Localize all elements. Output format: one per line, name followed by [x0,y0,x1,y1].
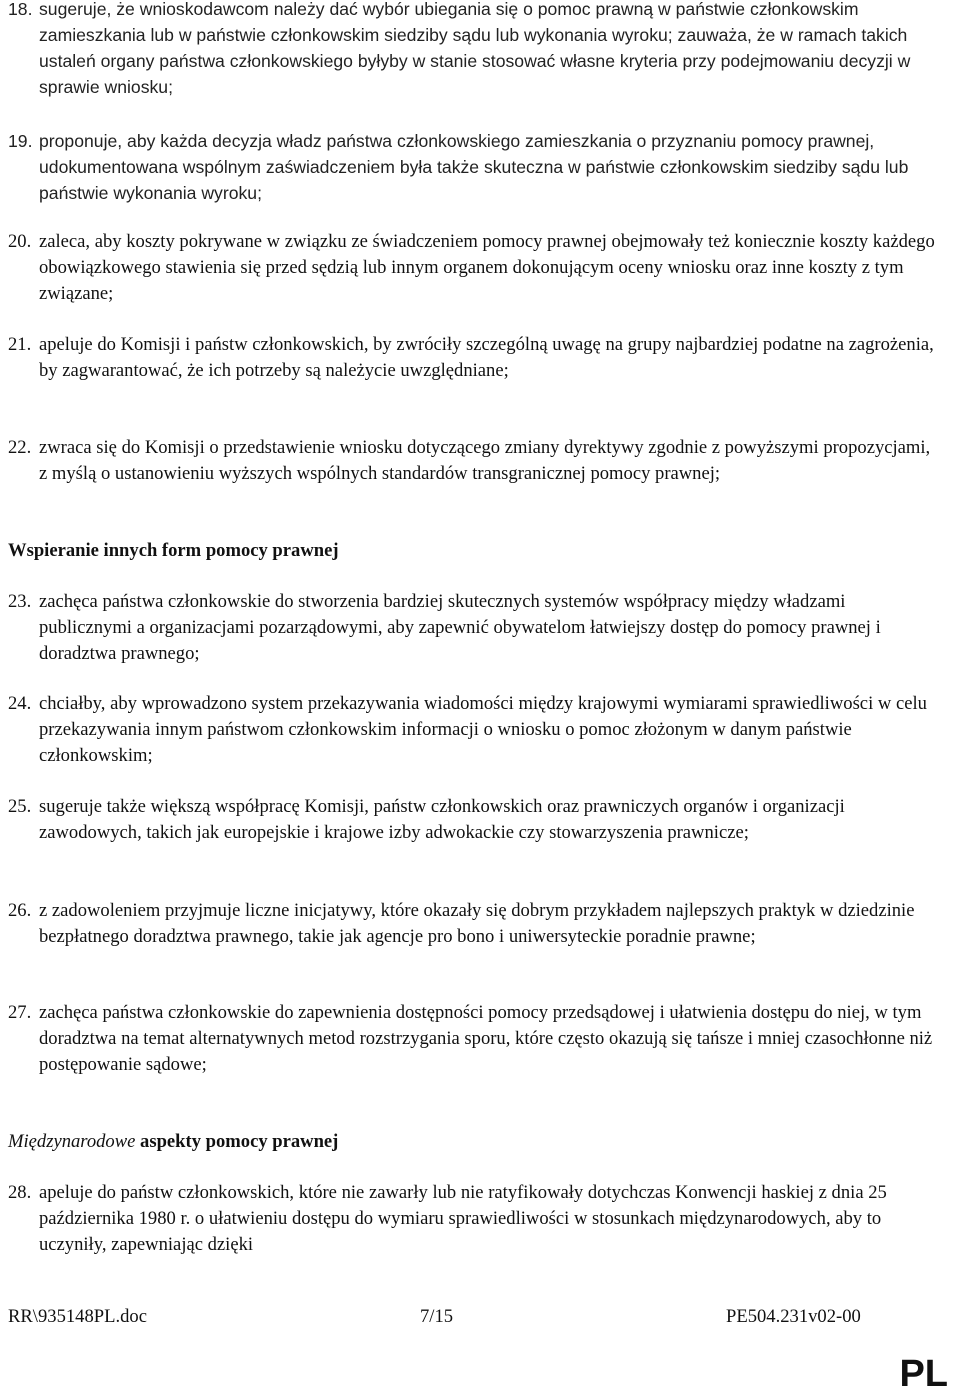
paragraph-27 [8,1000,938,1078]
paragraph-23 [8,589,938,667]
paragraph-text: z zadowoleniem przyjmuje liczne inicjatywy, które okazały się dobrym przykładem najlepszych praktyk w dziedzinie bezpłatnego doradztwa prawnego, takie jak agencje pro bono i uniwersyteckie poradnie prawne; [39,900,915,947]
paragraph-24 [8,691,938,769]
section-heading [8,538,339,564]
paragraph-18 [8,0,938,100]
paragraph-text: zaleca, aby koszty pokrywane w związku ze świadczeniem pomocy prawnej obejmowały też koniecznie koszty każdego obowiązkowego stawienia się przed sędzią lub innym organem dokonującym oceny wniosku oraz inne koszty z tym związane; [39,231,935,304]
paragraph-text: zachęca państwa członkowskie do stworzenia bardziej skutecznych systemów współpracy między władzami publicznymi a organizacjami pozarządowymi, aby zapewnić obywatelom łatwiejszy dostęp do pomocy prawnej i doradztwa prawnego; [39,591,881,664]
paragraph-number: 21. [8,334,32,355]
paragraph-20 [8,229,938,307]
footer-page-number: 7/15 [420,1306,454,1327]
paragraph-text: sugeruje także większą współpracę Komisji, państw członkowskich oraz prawniczych organów i organizacji zawodowych, takich jak europejskie i krajowe izby adwokackie czy stowarzyszenia prawnicze; [39,796,845,843]
paragraph-number: 25. [8,796,32,817]
paragraph-text: sugeruje, że wnioskodawcom należy dać wybór ubiegania się o pomoc prawną w państwie członkowskim zamieszkania lub w państwie członkowskim siedziby sądu lub wykonania wyroku; zauważa, że w ramach takich ustaleń organy państwa członkowskiego byłyby w stanie stosować własne kryteria przy podejmowaniu decyzji w sprawie wniosku; [39,0,911,97]
language-code: PL [899,1353,948,1395]
paragraph-number: 18. [8,0,33,19]
paragraph-text: apeluje do Komisji i państw członkowskich, by zwróciły szczególną uwagę na grupy najbardziej podatne na zagrożenia, by zagwarantować, że ich potrzeby są należycie uwzględniane; [39,334,934,381]
section-heading-italic: Międzynarodowe [8,1131,136,1152]
paragraph-number: 23. [8,591,32,612]
section-heading-text: aspekty pomocy prawnej [135,1131,339,1152]
paragraph-number: 24. [8,693,32,714]
section-heading [8,1129,338,1155]
paragraph-28 [8,1180,938,1258]
paragraph-21 [8,332,938,384]
paragraph-text: zwraca się do Komisji o przedstawienie wniosku dotyczącego zmiany dyrektywy zgodnie z powyższymi propozycjami, z myślą o ustanowieniu wyższych wspólnych standardów transgranicznej pomocy prawnej; [39,437,931,484]
paragraph-number: 20. [8,231,32,252]
paragraph-22 [8,435,938,487]
paragraph-text: zachęca państwa członkowskie do zapewnienia dostępności pomocy przedsądowej i ułatwienia dostępu do niej, w tym doradztwa na temat alternatywnych metod rozstrzygania sporu, które często okazują się tańsze i mniej czasochłonne niż postępowanie sądowe; [39,1002,933,1075]
paragraph-25 [8,794,938,846]
paragraph-number: 22. [8,437,32,458]
paragraph-text: chciałby, aby wprowadzono system przekazywania wiadomości między krajowymi wymiarami sprawiedliwości w celu przekazywania innym państwom członkowskim informacji o wniosku o pomoc złożonym w danym państwie członkowskim; [39,693,927,766]
paragraph-number: 27. [8,1002,32,1023]
section-heading-text: Wspieranie innych form pomocy prawnej [8,540,339,561]
paragraph-number: 26. [8,900,32,921]
paragraph-26 [8,898,938,950]
footer-doc-name: RR\935148PL.doc [8,1306,147,1327]
paragraph-text: apeluje do państw członkowskich, które nie zawarły lub nie ratyfikowały dotychczas Konwencji haskiej z dnia 25 października 1980 r. o ułatwieniu dostępu do wymiaru sprawiedliwości w stosunkach międzynarodowych, aby to uczyniły, zapewniając dzięki [39,1182,887,1255]
paragraph-text: proponuje, aby każda decyzja władz państwa członkowskiego zamieszkania o przyznaniu pomocy prawnej, udokumentowana wspólnym zaświadczeniem była także skuteczna w państwie członkowskim siedziby sądu lub państwie wykonania wyroku; [39,131,909,203]
footer-reference: PE504.231v02-00 [726,1306,861,1327]
paragraph-number: 19. [8,131,33,151]
paragraph-number: 28. [8,1182,32,1203]
paragraph-19 [8,128,938,206]
